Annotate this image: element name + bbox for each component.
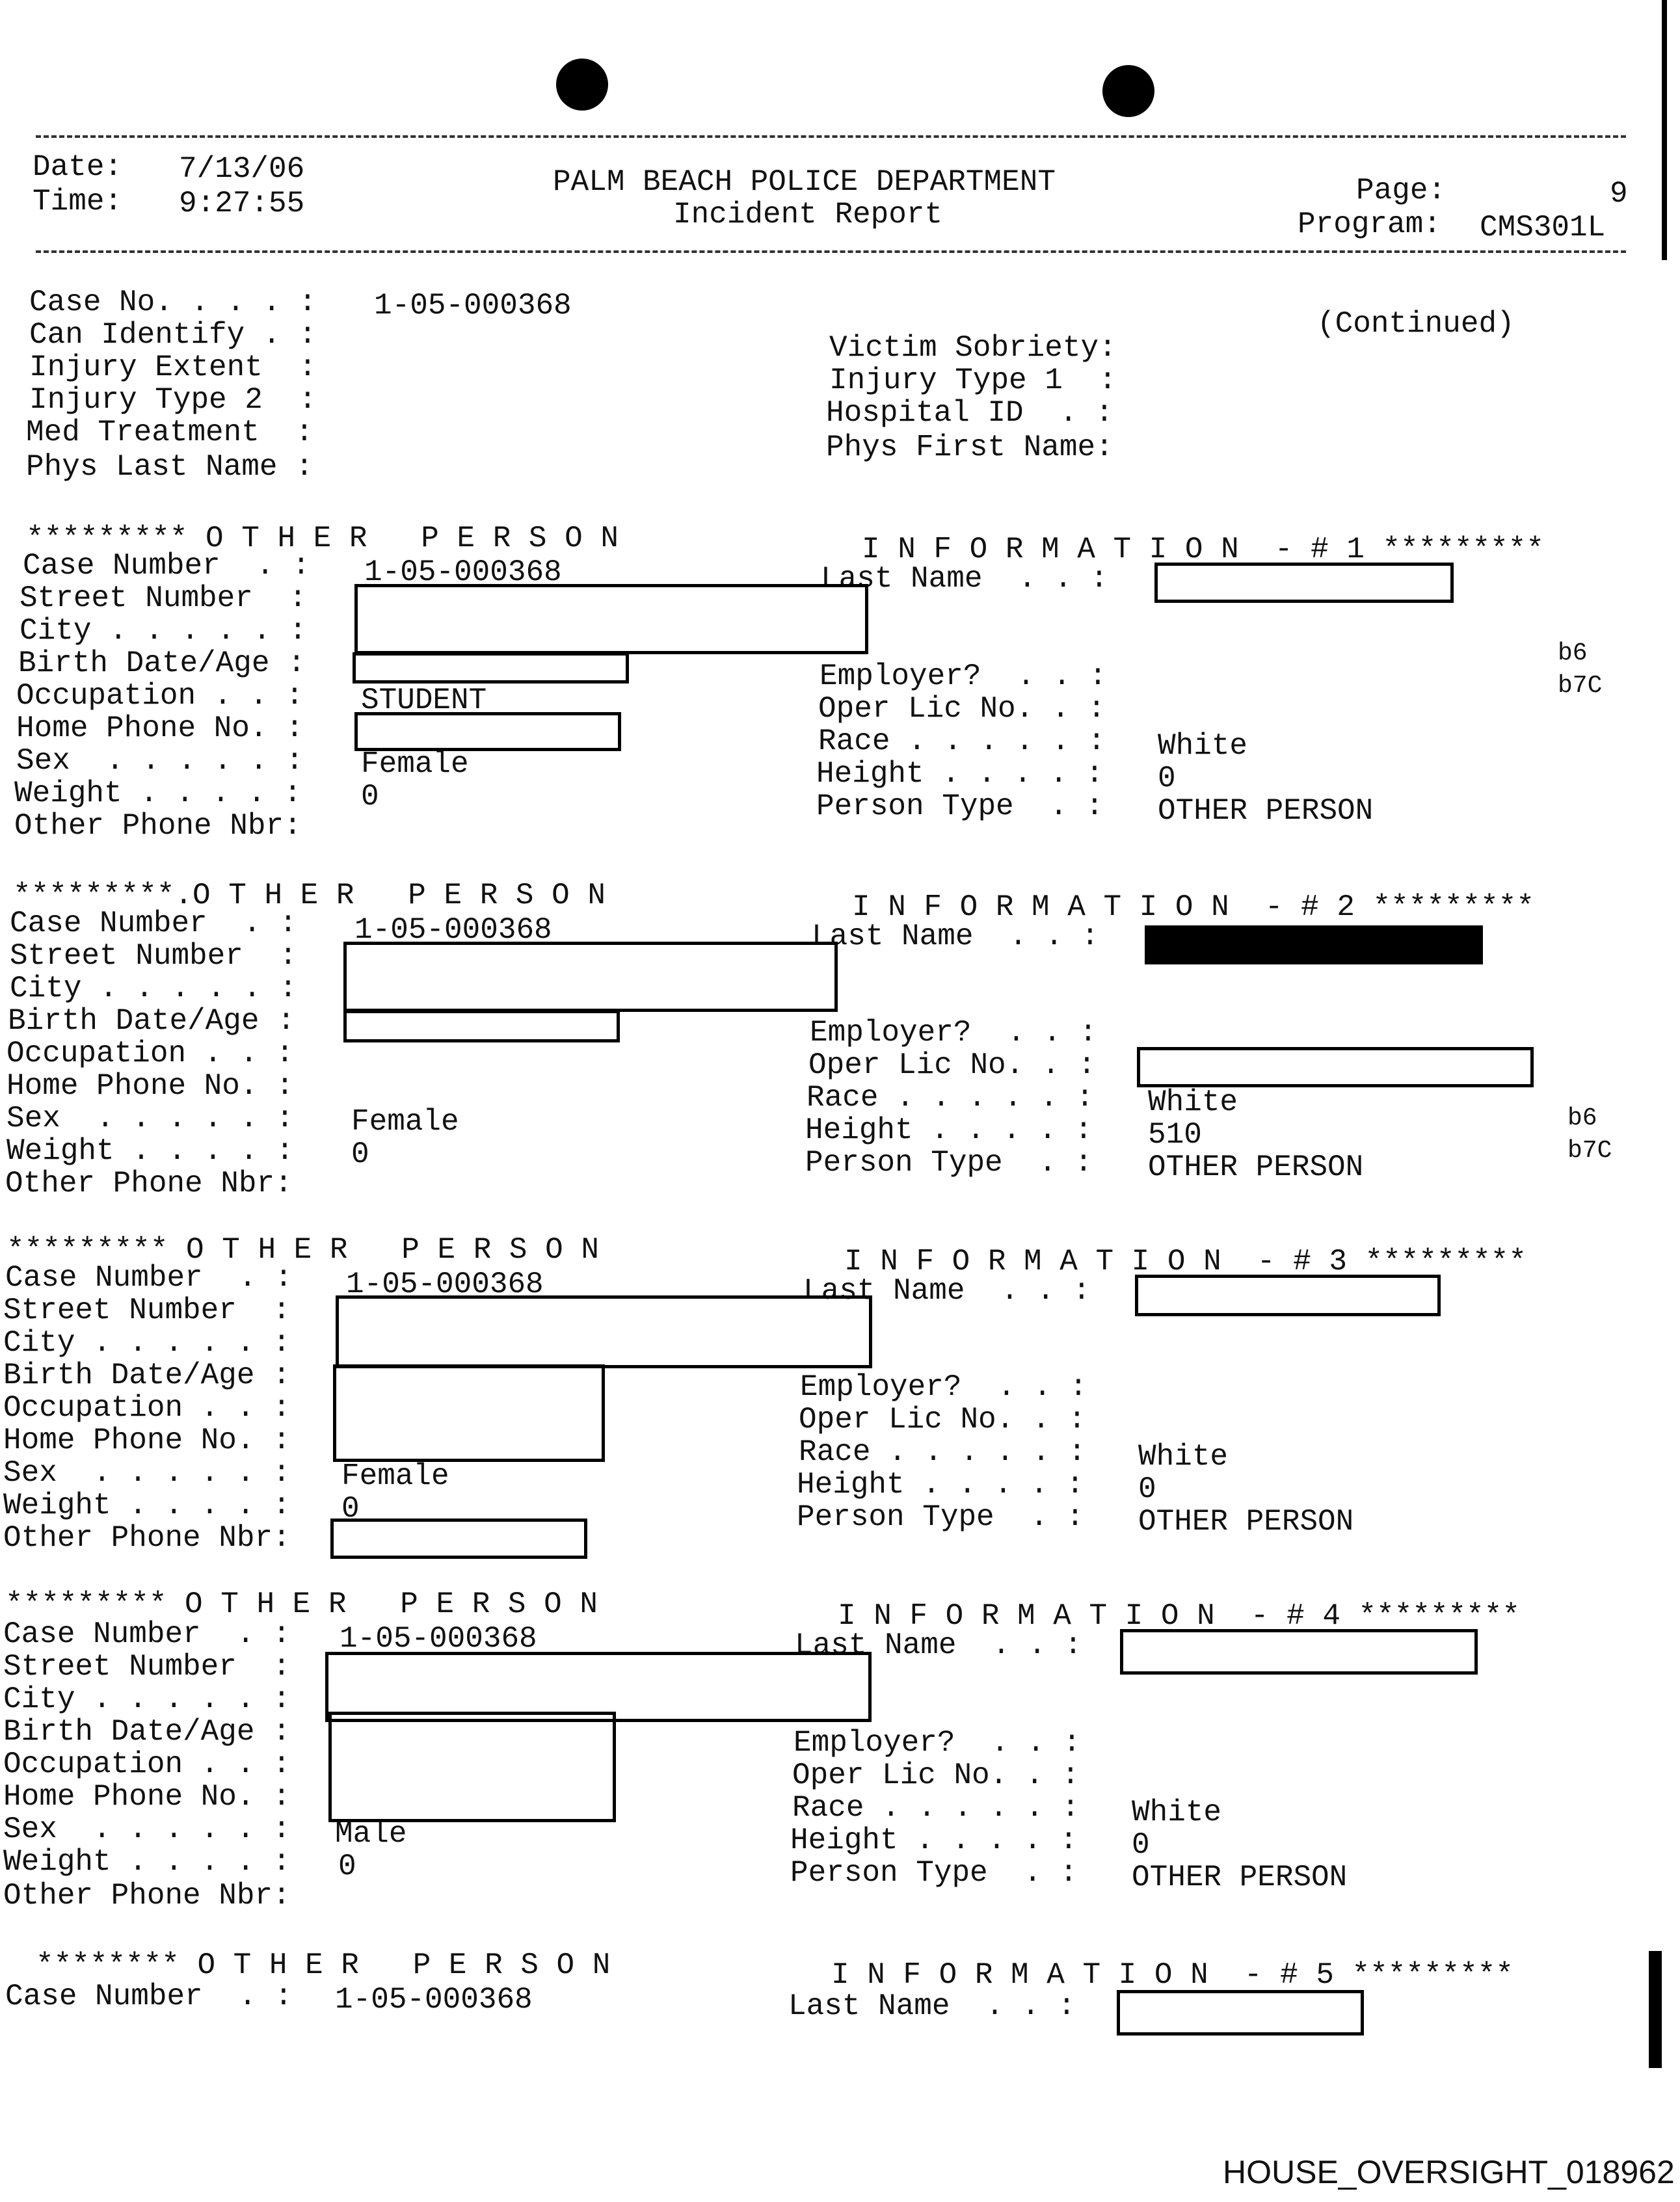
weight-label: Weight . . . . : — [3, 1845, 291, 1879]
race-value: White — [1158, 729, 1248, 763]
street-number-label: Street Number : — [20, 581, 307, 615]
section-banner-right: I N F O R M A T I O N - # 4 ********* — [838, 1599, 1520, 1633]
birth-date-label: Birth Date/Age : — [8, 1004, 295, 1038]
program-label: Program: — [1298, 207, 1441, 241]
oper-lic-label: Oper Lic No. . : — [808, 1048, 1096, 1082]
case-number-label: Case Number . : — [23, 549, 310, 583]
section-banner-right: I N F O R M A T I O N - # 5 ********* — [831, 1958, 1513, 1992]
section-banner-left: ********* O T H E R P E R S O N — [26, 522, 619, 555]
redaction-box-last-name — [1120, 1629, 1478, 1675]
time-label: Time: — [33, 185, 123, 219]
street-number-label: Street Number : — [3, 1650, 291, 1684]
section-banner-right: I N F O R M A T I O N - # 2 ********* — [852, 890, 1534, 924]
street-number-label: Street Number : — [3, 1293, 291, 1327]
page-value: 9 — [1610, 177, 1628, 211]
occupation-label: Occupation . . : — [3, 1391, 291, 1425]
scan-edge-artifact-bottom — [1649, 1951, 1662, 2068]
program-value: CMS301L — [1480, 211, 1606, 245]
city-label: City . . . . . : — [20, 614, 307, 648]
section-banner-left: ********* O T H E R P E R S O N — [5, 1587, 598, 1621]
redaction-box-birth-occupation-phone — [333, 1364, 605, 1462]
race-label: Race . . . . . : — [807, 1081, 1094, 1115]
home-phone-label: Home Phone No. : — [16, 711, 304, 745]
weight-label: Weight . . . . : — [3, 1489, 291, 1522]
case-number-label: Case Number . : — [10, 907, 297, 940]
home-phone-label: Home Phone No. : — [7, 1069, 294, 1103]
case-no-label: Case No. . . . : — [29, 285, 317, 319]
case-number-value: 1-05-000368 — [364, 555, 562, 589]
section-banner-right: I N F O R M A T I O N - # 1 ********* — [862, 533, 1544, 566]
other-phone-label: Other Phone Nbr: — [14, 809, 302, 843]
weight-value: 0 — [351, 1137, 369, 1171]
redaction-box-last-name — [1117, 1990, 1364, 2036]
hospital-id-label: Hospital ID . : — [826, 396, 1113, 430]
punch-hole-left — [556, 59, 608, 111]
weight-label: Weight . . . . : — [7, 1134, 294, 1168]
person-type-label: Person Type . : — [816, 789, 1104, 823]
header-rule-top — [36, 135, 1626, 138]
section-banner-left: ******** O T H E R P E R S O N — [36, 1948, 611, 1982]
city-label: City . . . . . : — [3, 1326, 291, 1360]
phys-last-name-label: Phys Last Name : — [26, 450, 313, 484]
section-banner-left: *********.O T H E R P E R S O N — [13, 879, 606, 912]
occupation-label: Occupation . . : — [7, 1037, 294, 1070]
sex-label: Sex . . . . . : — [3, 1456, 291, 1490]
height-value: 0 — [1158, 762, 1176, 795]
person-type-value: OTHER PERSON — [1138, 1505, 1354, 1539]
exemption-code-b6: b6 — [1567, 1104, 1597, 1132]
race-label: Race . . . . . : — [799, 1435, 1086, 1469]
home-phone-label: Home Phone No. : — [3, 1780, 291, 1814]
exemption-code-b7c: b7C — [1558, 672, 1603, 700]
date-label: Date: — [33, 150, 123, 184]
last-name-label: Last Name . . : — [821, 562, 1108, 596]
height-value: 0 — [1132, 1828, 1150, 1862]
height-label: Height . . . . : — [797, 1468, 1084, 1502]
weight-value: 0 — [361, 780, 379, 814]
birth-date-label: Birth Date/Age : — [18, 646, 306, 680]
header-rule-bottom — [36, 250, 1626, 253]
punch-hole-right — [1102, 65, 1154, 117]
other-phone-label: Other Phone Nbr: — [3, 1521, 291, 1555]
occupation-value: STUDENT — [361, 683, 487, 717]
birth-date-label: Birth Date/Age : — [3, 1359, 291, 1392]
weight-label: Weight . . . . : — [14, 776, 302, 810]
last-name-label: Last Name . . : — [795, 1628, 1082, 1662]
last-name-label: Last Name . . : — [812, 920, 1099, 953]
redaction-box-birth-date — [343, 1010, 620, 1042]
sex-value: Female — [351, 1105, 459, 1139]
other-phone-label: Other Phone Nbr: — [3, 1879, 291, 1913]
occupation-label: Occupation . . : — [16, 679, 304, 713]
sex-label: Sex . . . . . : — [7, 1102, 294, 1135]
injury-type2-label: Injury Type 2 : — [29, 383, 317, 417]
other-phone-label: Other Phone Nbr: — [5, 1167, 293, 1200]
employer-label: Employer? . . : — [800, 1370, 1087, 1404]
case-number-value: 1-05-000368 — [346, 1267, 544, 1301]
redaction-box-other-phone — [330, 1519, 587, 1559]
person-type-value: OTHER PERSON — [1148, 1150, 1364, 1184]
redaction-box-birth-date — [353, 652, 629, 683]
employer-label: Employer? . . : — [820, 659, 1107, 693]
redaction-box-last-name-blacked — [1145, 925, 1483, 964]
person-type-value: OTHER PERSON — [1132, 1861, 1348, 1894]
exemption-code-b6: b6 — [1558, 639, 1588, 667]
case-number-value: 1-05-000368 — [354, 913, 552, 947]
race-label: Race . . . . . : — [818, 724, 1106, 758]
oper-lic-label: Oper Lic No. . : — [792, 1758, 1080, 1792]
weight-value: 0 — [338, 1850, 356, 1883]
street-number-label: Street Number : — [10, 939, 297, 973]
last-name-label: Last Name . . : — [788, 1989, 1076, 2023]
birth-date-label: Birth Date/Age : — [3, 1715, 291, 1749]
employer-label: Employer? . . : — [810, 1016, 1097, 1050]
last-name-label: Last Name . . : — [803, 1274, 1091, 1308]
city-label: City . . . . . : — [10, 972, 297, 1005]
case-no-value: 1-05-000368 — [374, 289, 572, 323]
race-value: White — [1148, 1085, 1238, 1119]
page-label: Page: — [1356, 174, 1447, 207]
date-value: 7/13/06 — [179, 152, 305, 186]
exemption-code-b7c: b7C — [1567, 1137, 1612, 1165]
sex-value: Female — [361, 747, 469, 781]
department-title: PALM BEACH POLICE DEPARTMENT — [553, 165, 1056, 199]
oper-lic-label: Oper Lic No. . : — [799, 1403, 1086, 1437]
section-banner-left: ********* O T H E R P E R S O N — [7, 1233, 599, 1267]
race-label: Race . . . . . : — [792, 1791, 1080, 1825]
phys-first-name-label: Phys First Name: — [826, 431, 1113, 464]
redaction-box-birth-occupation-phone — [328, 1712, 616, 1822]
case-number-value: 1-05-000368 — [335, 1983, 533, 2017]
time-value: 9:27:55 — [179, 187, 305, 220]
person-type-label: Person Type . : — [790, 1856, 1078, 1890]
person-type-label: Person Type . : — [797, 1500, 1084, 1534]
report-type: Incident Report — [673, 198, 943, 232]
section-banner-right: I N F O R M A T I O N - # 3 ********* — [844, 1245, 1527, 1279]
redaction-box-address — [354, 584, 868, 654]
injury-extent-label: Injury Extent : — [29, 351, 317, 384]
case-number-label: Case Number . : — [3, 1617, 291, 1651]
continued-note: (Continued) — [1317, 307, 1515, 341]
person-type-label: Person Type . : — [805, 1146, 1093, 1180]
case-number-label: Case Number . : — [5, 1980, 293, 2013]
redaction-box-address — [336, 1295, 872, 1368]
person-type-value: OTHER PERSON — [1158, 794, 1374, 828]
sex-label: Sex . . . . . : — [16, 744, 304, 778]
city-label: City . . . . . : — [3, 1682, 291, 1716]
sex-value: Male — [335, 1817, 407, 1851]
redaction-box-home-phone — [354, 712, 621, 751]
sex-label: Sex . . . . . : — [3, 1812, 291, 1846]
redaction-box-address — [343, 942, 838, 1012]
med-treatment-label: Med Treatment : — [26, 416, 313, 449]
employer-label: Employer? . . : — [793, 1726, 1081, 1760]
occupation-label: Occupation . . : — [3, 1747, 291, 1781]
scan-edge-artifact-top — [1662, 0, 1667, 260]
victim-sobriety-label: Victim Sobriety: — [829, 331, 1117, 365]
race-value: White — [1138, 1440, 1229, 1474]
redaction-box-last-name — [1135, 1275, 1441, 1316]
redaction-box-oper-lic — [1137, 1047, 1534, 1087]
race-value: White — [1132, 1796, 1222, 1829]
injury-type1-label: Injury Type 1 : — [829, 364, 1117, 397]
height-value: 0 — [1138, 1472, 1156, 1506]
bates-number: HOUSE_OVERSIGHT_018962 — [1223, 2154, 1675, 2190]
case-number-label: Case Number . : — [5, 1261, 293, 1295]
home-phone-label: Home Phone No. : — [3, 1424, 291, 1457]
height-label: Height . . . . : — [790, 1824, 1078, 1857]
sex-value: Female — [341, 1459, 449, 1493]
height-value: 510 — [1148, 1118, 1202, 1152]
weight-value: 0 — [341, 1492, 360, 1526]
oper-lic-label: Oper Lic No. . : — [818, 692, 1106, 726]
case-number-value: 1-05-000368 — [340, 1622, 537, 1656]
height-label: Height . . . . : — [805, 1113, 1093, 1147]
height-label: Height . . . . : — [816, 757, 1104, 791]
can-identify-label: Can Identify . : — [29, 318, 317, 352]
redaction-box-last-name — [1154, 563, 1454, 603]
